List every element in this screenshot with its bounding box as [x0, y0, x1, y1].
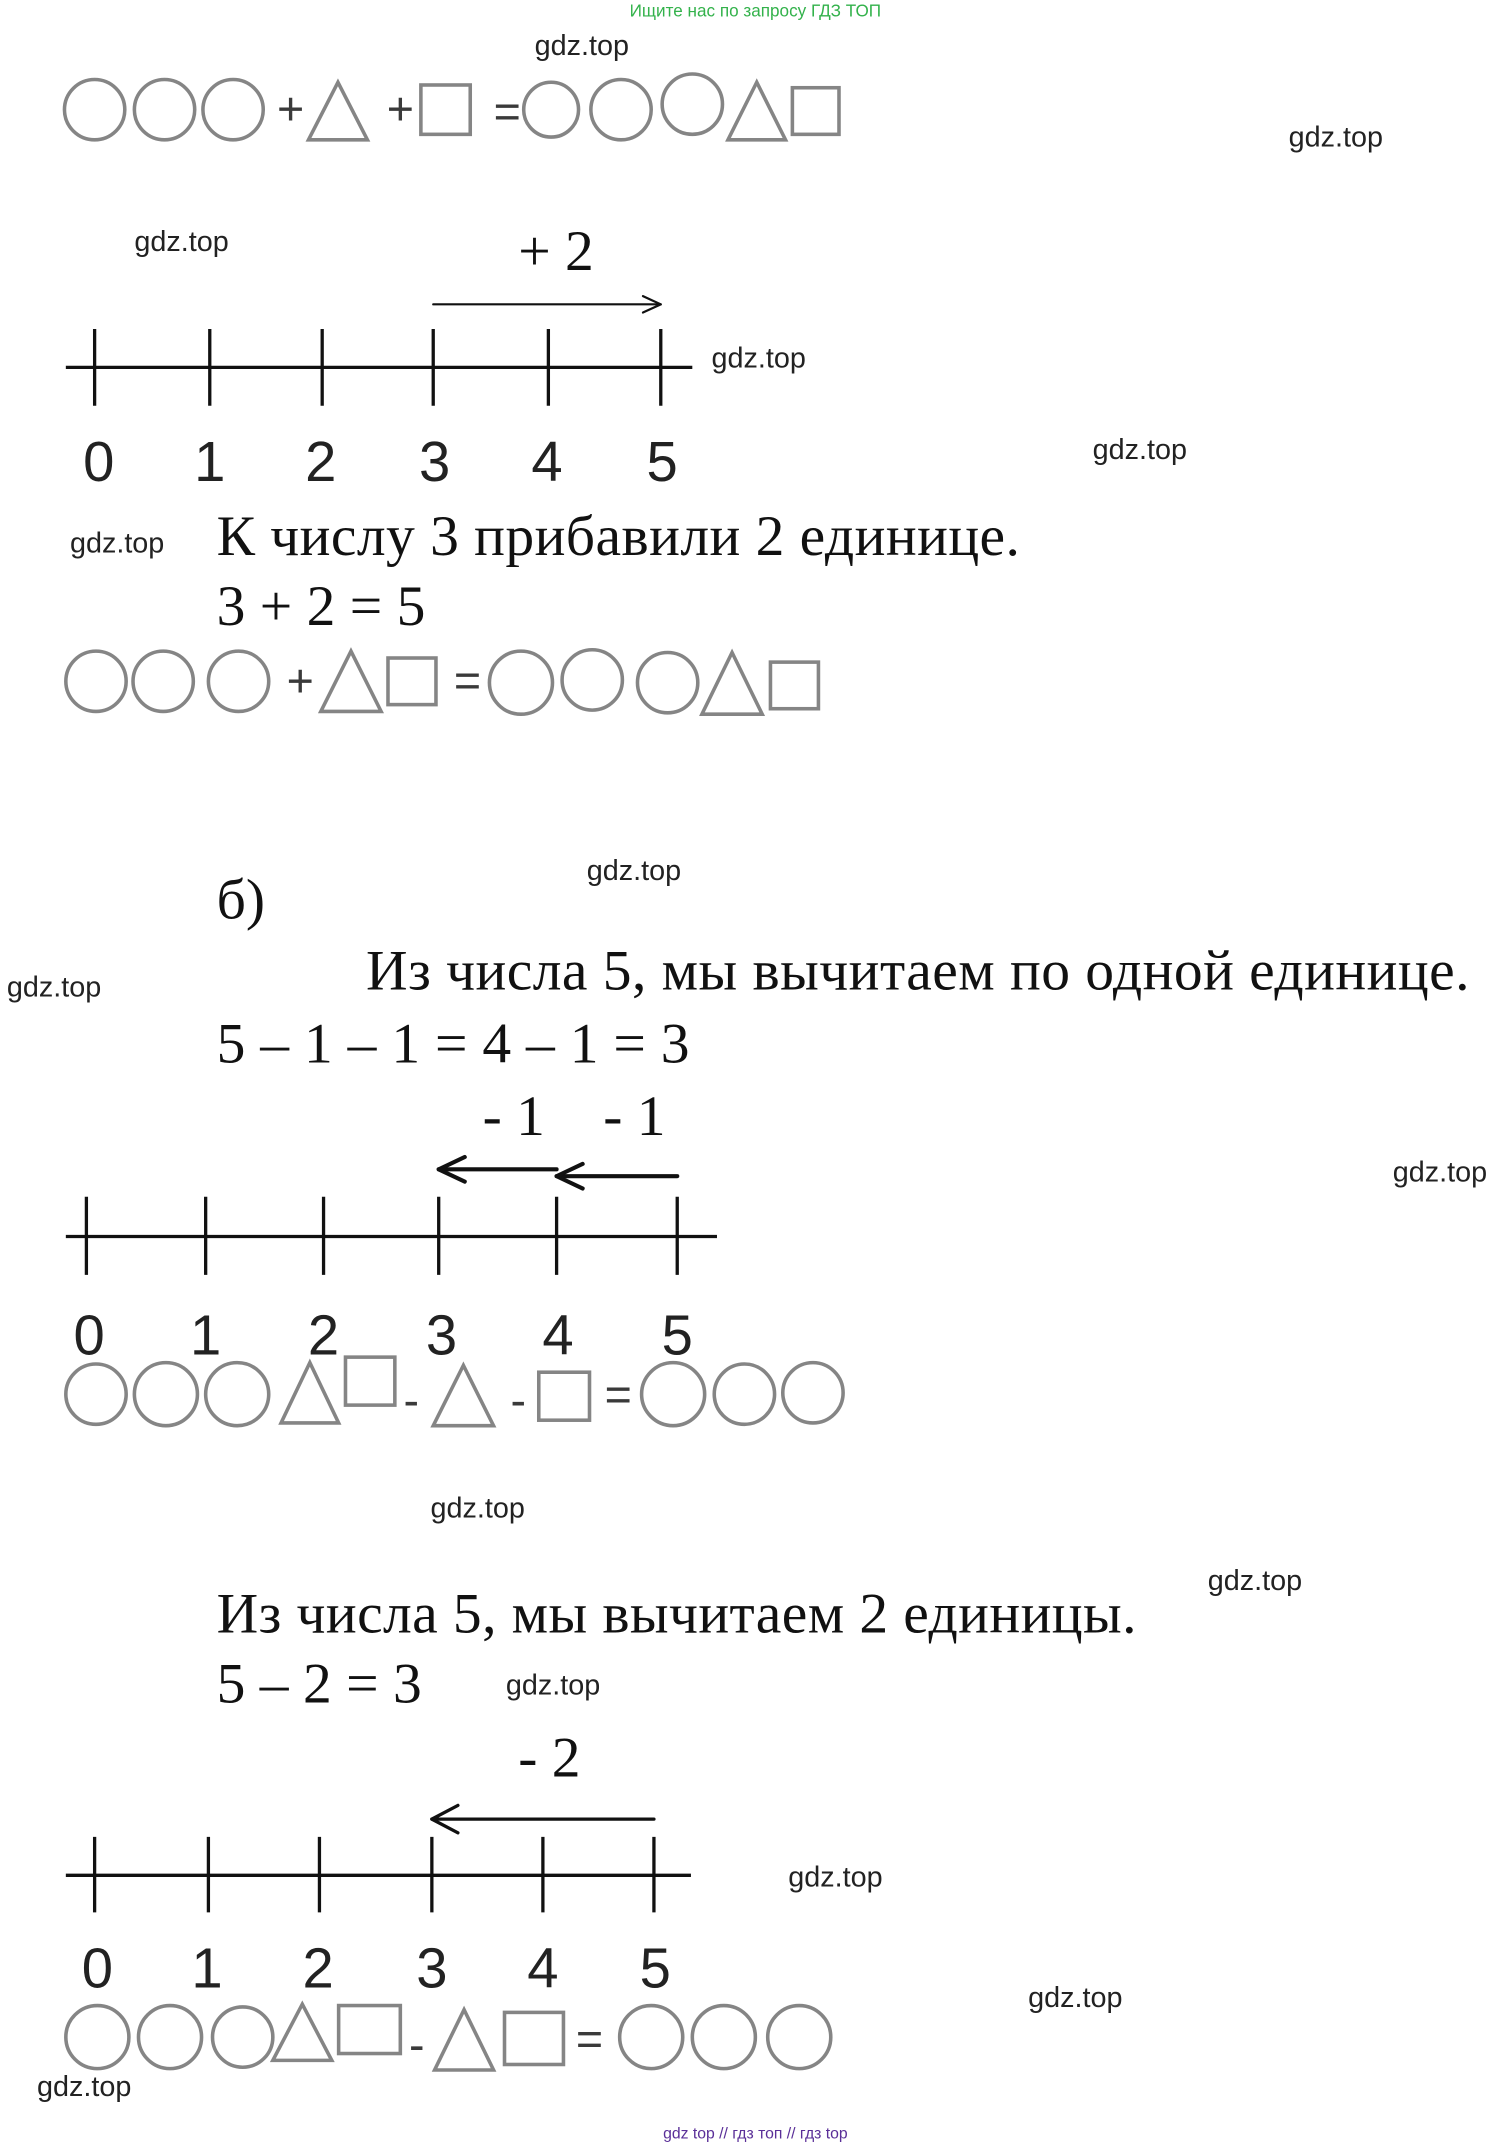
equals-sign: =	[575, 2012, 604, 2065]
tick-label: 3	[418, 430, 451, 494]
tick-label: 4	[542, 1303, 574, 1367]
jump-label: - 1	[603, 1085, 666, 1149]
equation: 5 – 1 – 1 = 4 – 1 = 3	[216, 1012, 690, 1076]
equation: 3 + 2 = 5	[216, 575, 426, 639]
footer-links: gdz top // гдз топ // гдз top	[663, 2125, 848, 2143]
tick-label: 5	[639, 1936, 671, 2000]
watermark: gdz.top	[1207, 1565, 1303, 1598]
tick-label: 0	[73, 1303, 105, 1367]
watermark: gdz.top	[134, 225, 229, 258]
plus-sign: +	[277, 82, 305, 135]
tick-label: 1	[194, 430, 226, 494]
tick-label: 2	[302, 1936, 334, 2000]
tick-label: 0	[81, 1936, 113, 2000]
site-notice: Ищите нас по запросу ГДЗ ТОП	[629, 0, 882, 21]
watermark: gdz.top	[505, 1669, 601, 1702]
tick-label: 3	[416, 1936, 448, 2000]
equals-sign: =	[493, 85, 521, 138]
sentence: К числу 3 прибавили 2 единице.	[216, 505, 1020, 569]
tick-label: 2	[307, 1303, 340, 1367]
watermark: gdz.top	[534, 29, 630, 62]
watermark: gdz.top	[6, 971, 102, 1004]
equals-sign: =	[453, 654, 482, 707]
equation: 5 – 2 = 3	[216, 1652, 422, 1716]
watermark: gdz.top	[788, 1861, 883, 1894]
tick-label: 1	[190, 1303, 222, 1367]
tick-label: 2	[305, 430, 337, 494]
part-label: б)	[216, 868, 266, 932]
sentence: Из числа 5, мы вычитаем 2 единицы.	[216, 1582, 1137, 1646]
jump-label: - 2	[518, 1726, 581, 1790]
plus-sign: +	[386, 82, 414, 135]
watermark: gdz.top	[711, 342, 806, 375]
jump-label: + 2	[518, 220, 594, 284]
watermark: gdz.top	[37, 2071, 132, 2104]
minus-sign: -	[409, 2018, 425, 2071]
minus-sign: -	[403, 1374, 420, 1427]
tick-label: 3	[425, 1303, 458, 1367]
watermark: gdz.top	[430, 1492, 525, 1525]
plus-sign: +	[286, 654, 314, 707]
equals-sign: =	[604, 1368, 632, 1421]
tick-label: 0	[83, 430, 115, 494]
sentence: Из числа 5, мы вычитаем по одной единице.	[366, 939, 1470, 1003]
tick-label: 5	[661, 1303, 693, 1367]
tick-label: 4	[527, 1936, 559, 2000]
watermark: gdz.top	[69, 527, 165, 560]
watermark: gdz.top	[1288, 121, 1383, 154]
watermark: gdz.top	[1392, 1156, 1488, 1189]
tick-label: 1	[191, 1936, 223, 2000]
minus-sign: -	[510, 1374, 526, 1427]
tick-label: 5	[646, 430, 678, 494]
watermark: gdz.top	[586, 855, 682, 888]
tick-label: 4	[531, 430, 563, 494]
watermark: gdz.top	[1092, 434, 1187, 467]
jump-label: - 1	[482, 1085, 545, 1149]
watermark: gdz.top	[1028, 1981, 1123, 2014]
